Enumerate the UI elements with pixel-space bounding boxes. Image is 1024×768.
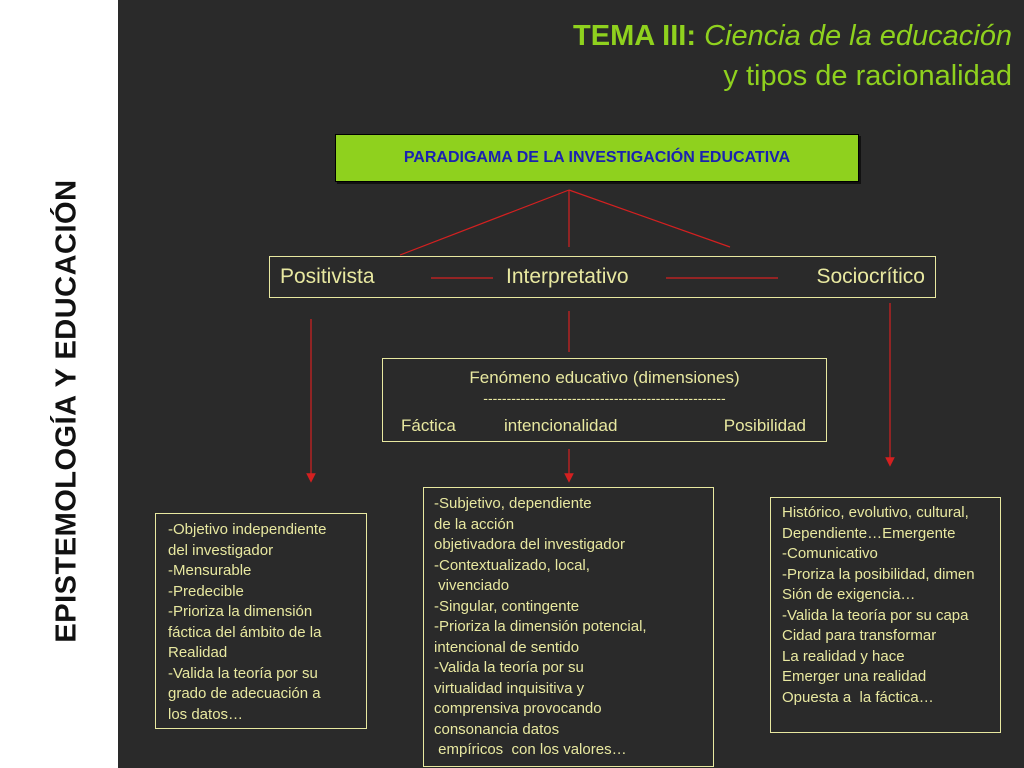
sociocritico-traits: Histórico, evolutivo, cultural, Dependiente…Emergente -Comunicativo -Proriza la posibilidad, dimen Sión de exigencia… -Valida la teoría por su capa Cidad para transformar La realidad y hace Emerger una realidad Opuesta a la fáctica… <box>770 497 1001 733</box>
fenomeno-title: Fenómeno educativo (dimensiones) <box>469 368 740 387</box>
title-line2: y tipos de racionalidad <box>723 60 1012 92</box>
line-to-sociocritico <box>569 190 730 247</box>
dimension-intencionalidad: intencionalidad <box>504 416 618 435</box>
positivista-traits: -Objetivo independiente del investigador -Mensurable -Predecible -Prioriza la dimensión fáctica del ámbito de la Realidad -Valida la teoría por su grado de adecuación a los datos… <box>155 513 367 729</box>
title-line1: Ciencia de la educación <box>704 20 1012 52</box>
paradigms-row <box>269 256 936 298</box>
slide-main <box>118 0 1024 768</box>
paradigm-positivista: Positivista <box>280 265 375 288</box>
paradigm-sociocritico: Sociocrítico <box>816 265 925 288</box>
paradigm-box: PARADIGAMA DE LA INVESTIGACIÓN EDUCATIVA <box>335 134 859 182</box>
fenomeno-box <box>382 358 827 442</box>
paradigm-interpretativo: Interpretativo <box>506 265 629 288</box>
dimension-posibilidad: Posibilidad <box>723 416 806 435</box>
interpretativo-traits: -Subjetivo, dependiente de la acción objetivadora del investigador -Contextualizado, local, vivenciado -Singular, contingente -Prioriza la dimensión potencial, intencional de sentido -Valida la teoría por su virtualidad inquisitiva y comprensiva provocando consonancia datos empíricos con los valores… <box>423 487 714 767</box>
line-to-positivista <box>400 190 569 255</box>
dimension-factica: Fáctica <box>401 416 456 435</box>
side-title: EPISTEMOLOGÍA Y EDUCACIÓN <box>50 179 83 643</box>
sidebar <box>0 0 118 768</box>
title-prefix: TEMA III: <box>573 20 696 52</box>
fenomeno-divider: ---------------------------------------------------- <box>483 390 726 406</box>
